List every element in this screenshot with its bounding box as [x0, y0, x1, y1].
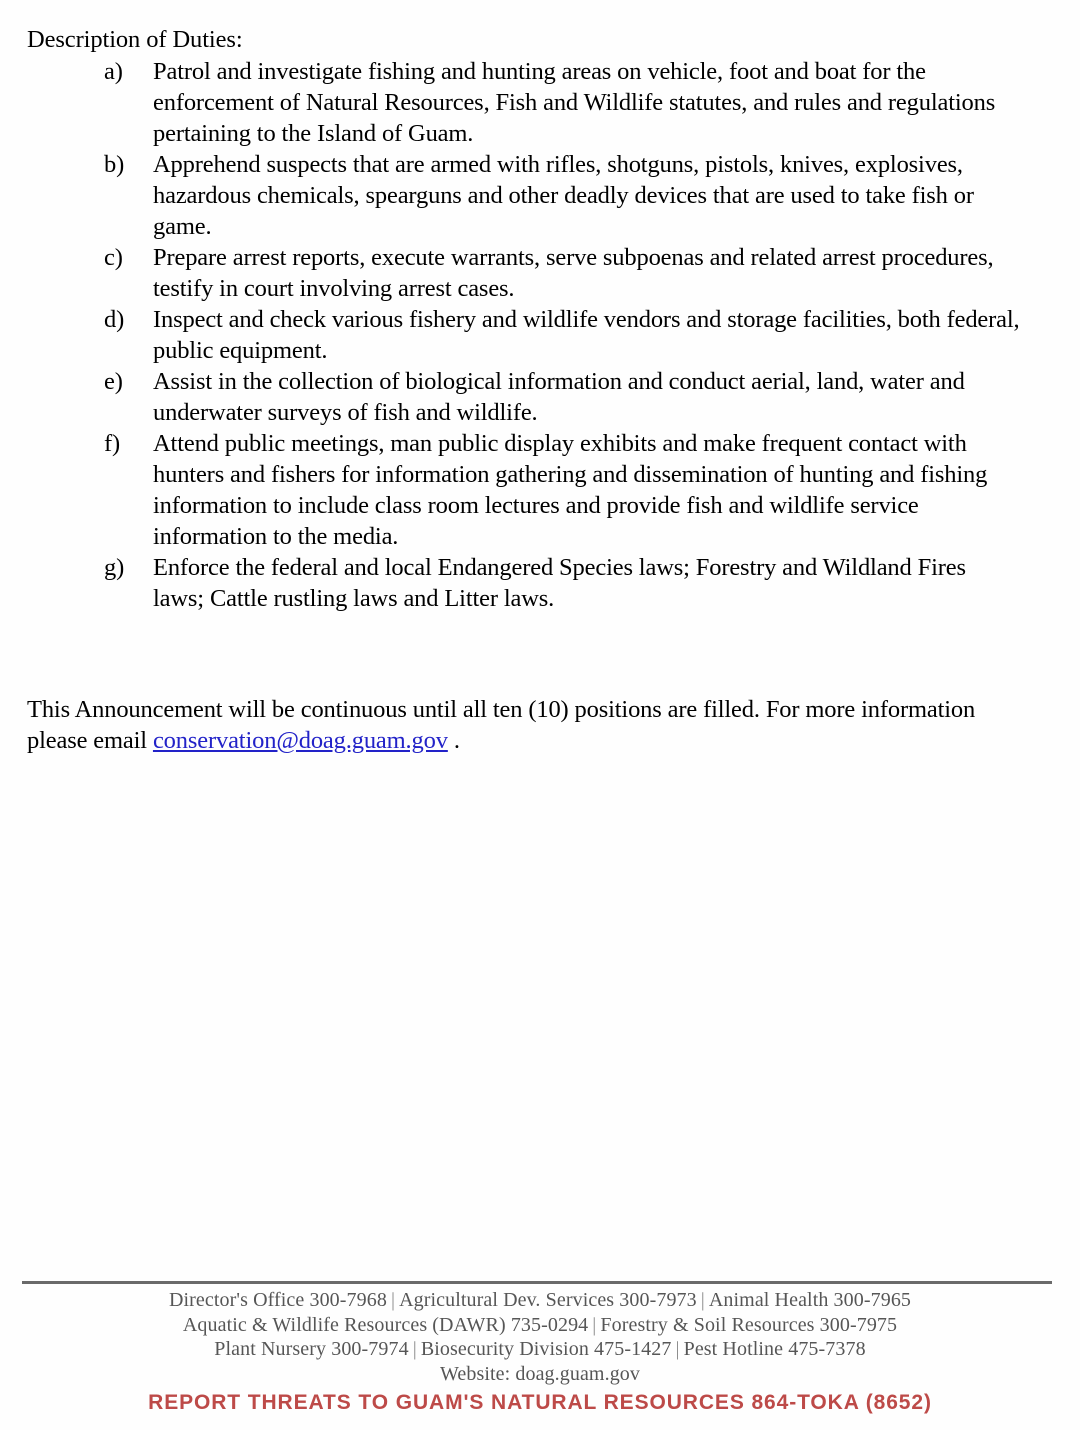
footer-contact-line-1 [0, 1288, 1080, 1313]
footer-separator-icon: | [592, 1313, 597, 1336]
footer-alert-report-threats: REPORT THREATS TO GUAM'S NATURAL RESOURCES 864-TOKA (8652) [148, 1391, 932, 1414]
footer-contact-block [0, 1288, 1080, 1415]
duty-text-a: Patrol and investigate fishing and hunting areas on vehicle, foot and boat for the enforcement of Natural Resources, Fish and Wildlife statutes, and rules and regulations pertaining to the Island of Guam. [153, 58, 996, 147]
duty-marker-b: b) [104, 151, 125, 178]
footer-divider-rule [22, 1281, 1052, 1284]
footer-animal-health: Animal Health 300-7965 [708, 1289, 912, 1311]
announcement-text-after-link: . [447, 726, 460, 754]
footer-plant-nursery: Plant Nursery 300-7974 [214, 1338, 409, 1360]
duty-text-g: Enforce the federal and local Endangered Species laws; Forestry and Wildland Fires laws; Cattle rustling laws and Litter laws. [153, 554, 966, 612]
footer-agricultural-dev-services: Agricultural Dev. Services 300-7973 [399, 1289, 697, 1311]
footer-separator-icon: | [675, 1338, 680, 1360]
duty-item-g [0, 552, 1080, 614]
duty-marker-c: c) [104, 244, 123, 271]
duty-text-b: Apprehend suspects that are armed with rifles, shotguns, pistols, knives, explosives, hazardous chemicals, spearguns and other deadly devices that are used to take fish or game. [153, 151, 974, 240]
duty-text-f: Attend public meetings, man public display exhibits and make frequent contact with hunters and fishers for information gathering and dissemination of hunting and fishing information to include class room lectures and provide fish and wildlife service information to the media. [153, 430, 988, 550]
announcement-paragraph [27, 694, 1012, 756]
footer-biosecurity-division: Biosecurity Division 475-1427 [420, 1338, 672, 1360]
footer-separator-icon: | [700, 1289, 705, 1311]
duty-item-b [0, 149, 1080, 242]
duty-marker-f: f) [104, 430, 121, 457]
duty-item-a [0, 56, 1080, 149]
footer-forestry-soil-resources: Forestry & Soil Resources 300-7975 [600, 1313, 898, 1336]
footer-directors-office: Director's Office 300-7968 [168, 1289, 387, 1311]
duty-marker-g: g) [104, 554, 125, 581]
section-heading-description-of-duties: Description of Duties: [27, 26, 243, 53]
duty-text-c: Prepare arrest reports, execute warrants, serve subpoenas and related arrest procedures, testify in court involving arrest cases. [153, 244, 994, 302]
conservation-email-link[interactable]: conservation@doag.guam.gov [152, 726, 448, 754]
duties-list [0, 56, 1080, 614]
footer-separator-icon: | [412, 1338, 417, 1360]
duty-text-d: Inspect and check various fishery and wildlife vendors and storage facilities, both federal, public equipment. [153, 306, 1020, 364]
footer-contact-line-2 [0, 1313, 1080, 1338]
duty-marker-a: a) [104, 58, 123, 85]
announcement-text-before-link: This Announcement will be continuous until all ten (10) positions are filled. For more information please email [27, 695, 976, 754]
footer-separator-icon: | [390, 1289, 396, 1311]
duty-item-e [0, 366, 1080, 428]
footer-aquatic-wildlife-resources: Aquatic & Wildlife Resources (DAWR) 735-0294 [182, 1313, 589, 1336]
duty-marker-d: d) [104, 306, 125, 333]
duty-text-e: Assist in the collection of biological information and conduct aerial, land, water and underwater surveys of fish and wildlife. [153, 368, 965, 426]
footer-pest-hotline: Pest Hotline 475-7378 [683, 1338, 866, 1360]
footer-website: Website: doag.guam.gov [440, 1362, 640, 1385]
duty-marker-e: e) [104, 368, 123, 395]
duty-item-c [0, 242, 1080, 304]
duty-item-f [0, 428, 1080, 552]
footer-contact-line-3 [0, 1337, 1080, 1362]
duty-item-d [0, 304, 1080, 366]
